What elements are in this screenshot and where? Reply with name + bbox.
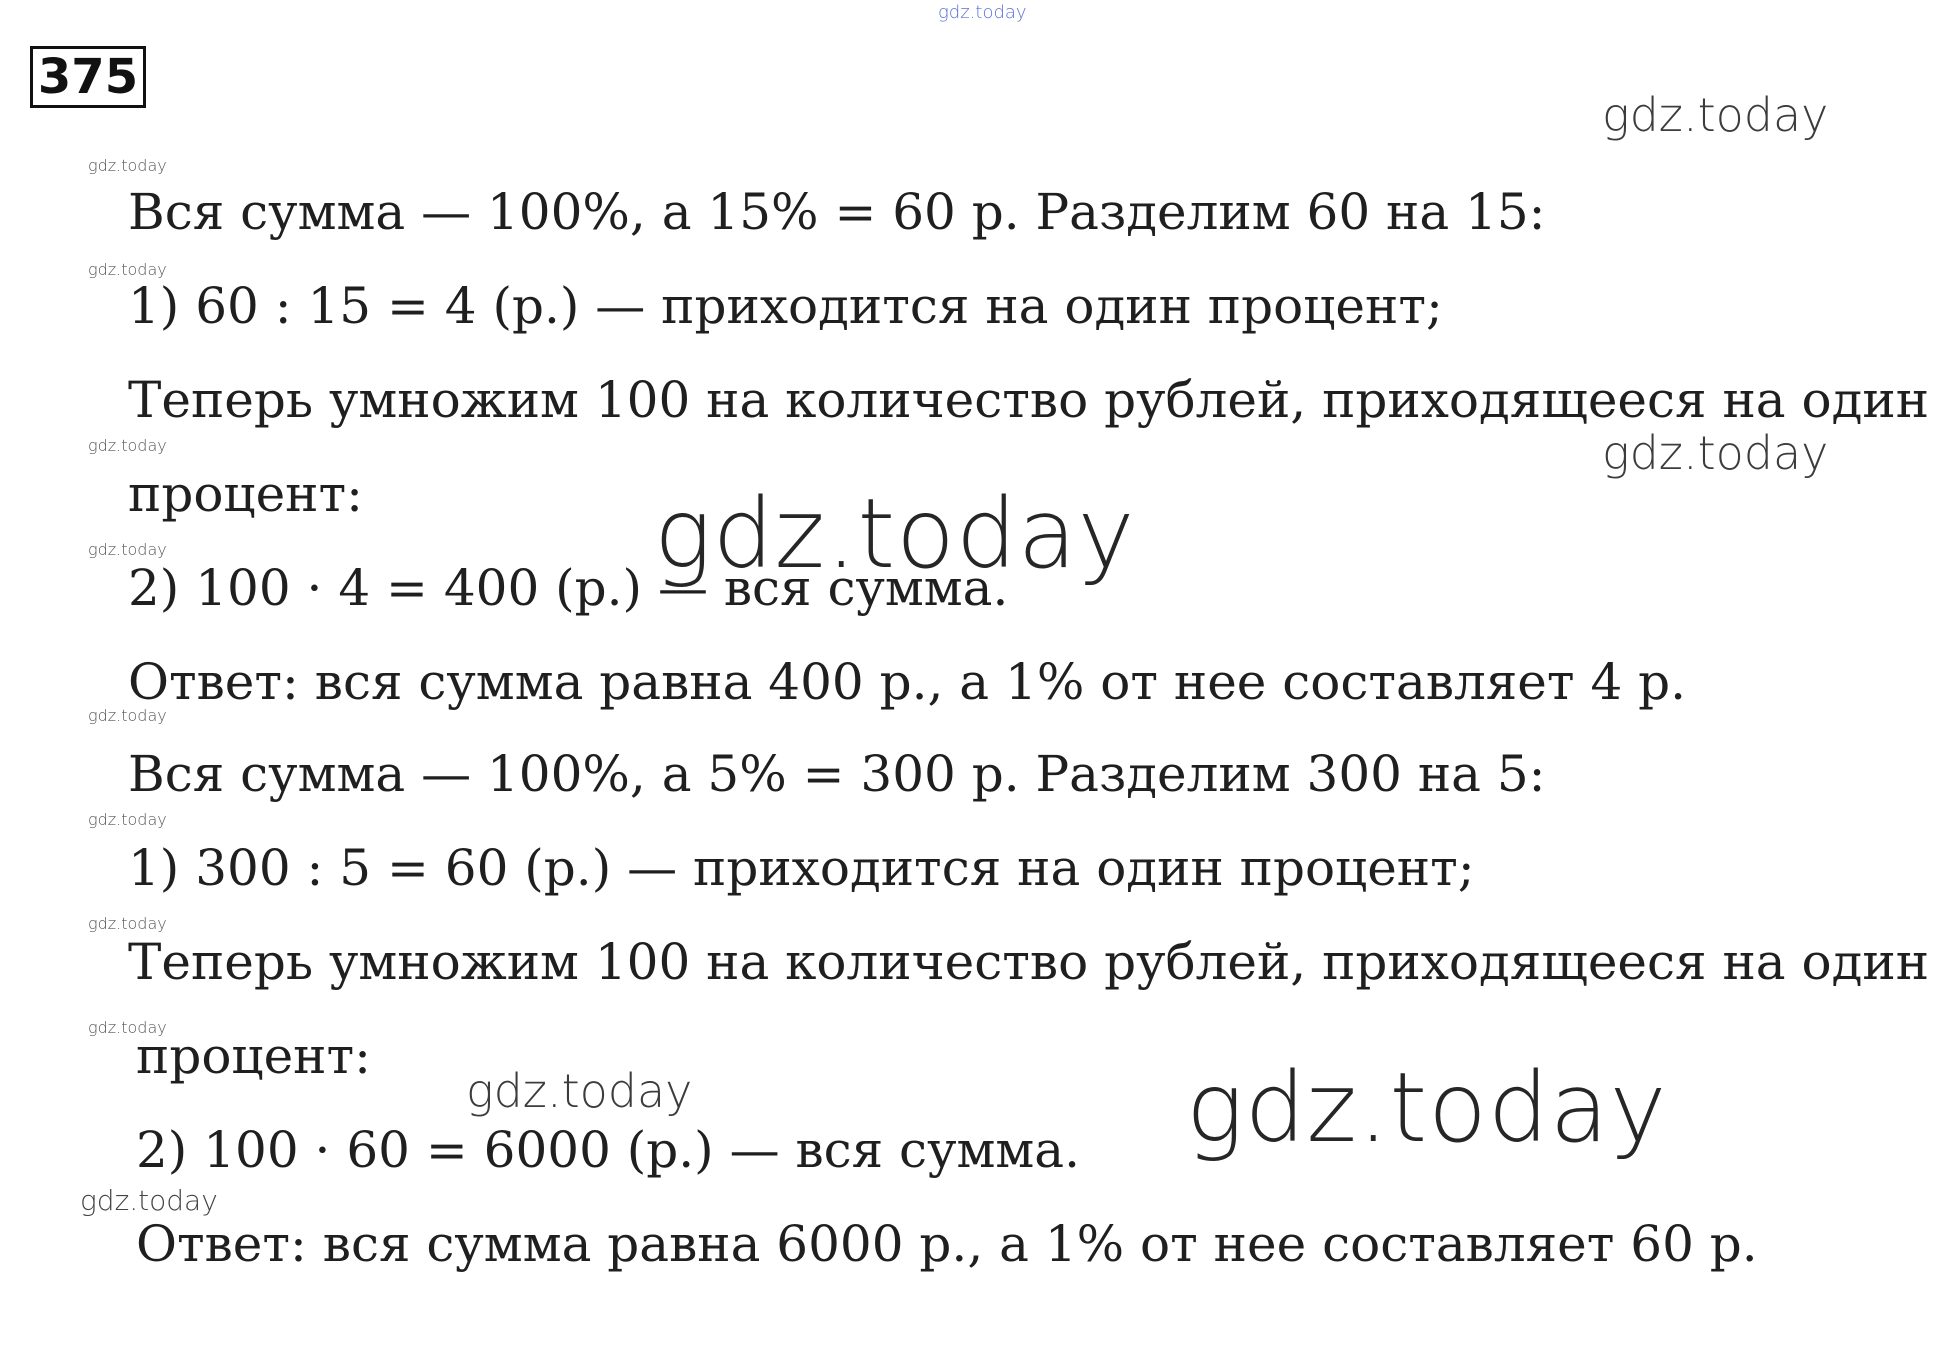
text-line-5: 2) 100 · 4 = 400 (р.) — вся сумма.	[128, 559, 1009, 617]
text-line-10: процент:	[136, 1027, 372, 1085]
watermark-right: gdz.today	[1602, 426, 1829, 480]
watermark-tiny: gdz.today	[88, 1018, 167, 1037]
watermark-top-right: gdz.today	[1602, 88, 1829, 142]
watermark-large: gdz.today	[654, 478, 1136, 590]
task-number-box: 375	[30, 46, 146, 108]
text-line-3: Теперь умножим 100 на количество рублей, приходящееся на один	[128, 371, 1930, 429]
watermark-top: gdz.today	[938, 2, 1027, 23]
text-line-12: Ответ: вся сумма равна 6000 р., а 1% от нее составляет 60 р.	[136, 1215, 1758, 1273]
watermark-tiny: gdz.today	[88, 914, 167, 933]
watermark-tiny: gdz.today	[88, 810, 167, 829]
text-line-4: процент:	[128, 465, 364, 523]
watermark-tiny: gdz.today	[88, 260, 167, 279]
watermark-tiny: gdz.today	[88, 436, 167, 455]
watermark-small: gdz.today	[80, 1184, 218, 1217]
text-line-9: Теперь умножим 100 на количество рублей, приходящееся на один	[128, 933, 1930, 991]
watermark-tiny: gdz.today	[88, 156, 167, 175]
text-line-11: 2) 100 · 60 = 6000 (р.) — вся сумма.	[136, 1121, 1080, 1179]
watermark-tiny: gdz.today	[88, 706, 167, 725]
text-line-7: Вся сумма — 100%, а 5% = 300 р. Разделим 300 на 5:	[128, 745, 1546, 803]
text-line-2: 1) 60 : 15 = 4 (р.) — приходится на один процент;	[128, 277, 1443, 335]
watermark-mid-left: gdz.today	[466, 1064, 693, 1118]
text-line-8: 1) 300 : 5 = 60 (р.) — приходится на один процент;	[128, 839, 1475, 897]
text-line-1: Вся сумма — 100%, а 15% = 60 р. Разделим 60 на 15:	[128, 183, 1546, 241]
text-line-6: Ответ: вся сумма равна 400 р., а 1% от нее составляет 4 р.	[128, 653, 1687, 711]
watermark-tiny: gdz.today	[88, 540, 167, 559]
watermark-large-bottom: gdz.today	[1186, 1052, 1668, 1164]
